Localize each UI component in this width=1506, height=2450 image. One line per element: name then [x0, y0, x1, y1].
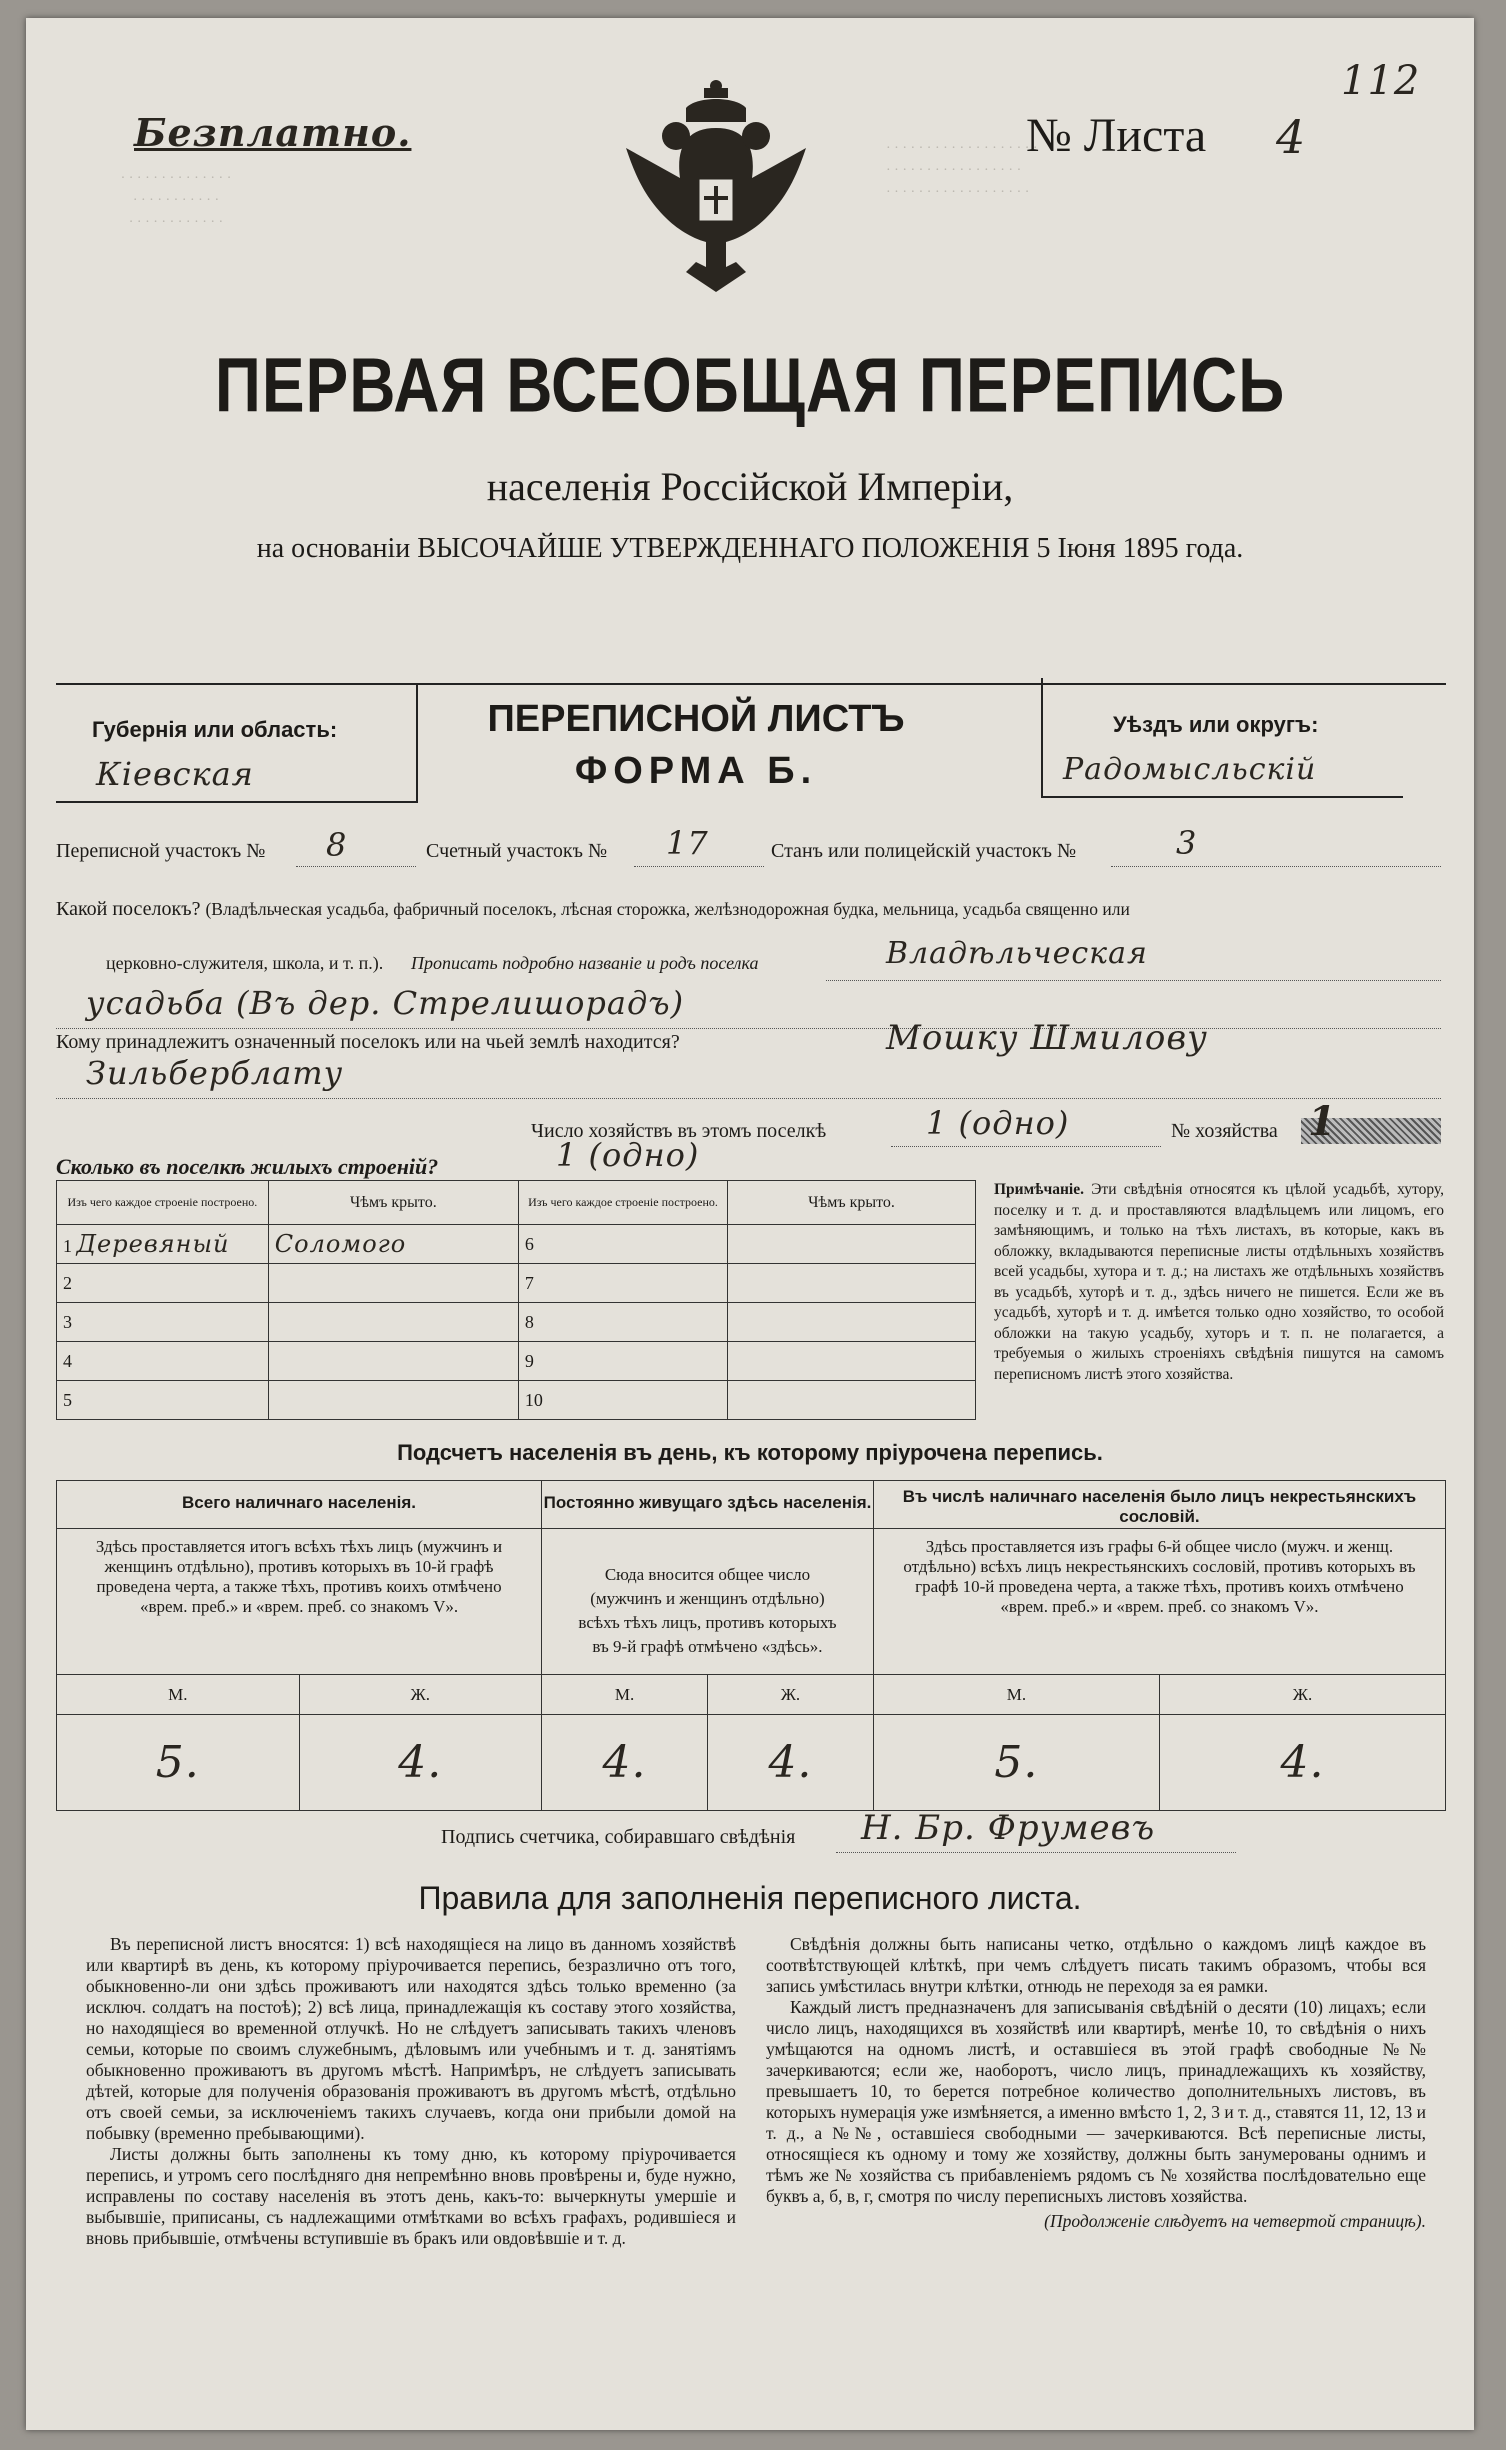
- households-label: Число хозяйствъ въ этомъ поселкѣ: [531, 1120, 827, 1142]
- col-f-2: Ж.: [707, 1675, 873, 1715]
- pop-total-title: Всего наличнаго населенія.: [57, 1481, 542, 1529]
- owner-value-1: Мошку Шмилову: [886, 1018, 1208, 1058]
- settlement-examples: (Владѣльческая усадьба, фабричный поселокъ, лѣсная сторожка, желѣзнодорожная будка, мельница, усадьба священно или: [205, 899, 1130, 919]
- row1-roof: Соломого: [268, 1225, 518, 1264]
- province-value: Кіевская: [96, 755, 254, 793]
- settlement-instruction: Прописать подробно названіе и родъ поселка: [411, 953, 759, 973]
- census-section-value: 8: [326, 826, 348, 864]
- district-value: Радомысльскій: [1063, 752, 1317, 787]
- settlement-value-2: усадьба (Въ дер. Стрелишорадъ): [86, 984, 685, 1022]
- pop-nonpeasant-title: Въ числѣ наличнаго населенія было лицъ некрестьянскихъ сословій.: [873, 1481, 1445, 1529]
- rules-right-column: [766, 1934, 1426, 2232]
- col-f-3: Ж.: [1159, 1675, 1445, 1715]
- household-number-value: 1: [1308, 1098, 1337, 1145]
- rules-right-p1: Свѣдѣнія должны быть написаны четко, отдѣльно о каждомъ лицѣ каждое въ соотвѣтствующей клѣткѣ, при чемъ слѣдуетъ писать такимъ образомъ, чтобы вся запись умѣстилась внутри клѣтки, отнюдь не переходя за ея рамки.: [766, 1934, 1426, 1996]
- district-box: [1041, 678, 1403, 798]
- col-f-1: Ж.: [299, 1675, 542, 1715]
- col-m-3: М.: [873, 1675, 1159, 1715]
- census-sheet: [26, 18, 1474, 2430]
- settlement-row: [56, 898, 1130, 921]
- legal-basis: на основаніи ВЫСОЧАЙШЕ УТВЕРЖДЕННАГО ПОЛОЖЕНІЯ 5 Іюня 1895 года.: [256, 533, 1244, 564]
- buildings-table: [56, 1180, 976, 1420]
- form-letter: ФОРМА Б.: [574, 750, 818, 792]
- province-box: [56, 683, 418, 803]
- population-table: [56, 1480, 1446, 1811]
- free-label: Безплатно.: [134, 110, 412, 155]
- bleed-through-text: · · · · · · · · · · · · · · · · · · · · · · · · · · · · · · · · · · · · ·: [120, 171, 232, 230]
- pop-resident-m: 4.: [542, 1715, 708, 1811]
- col-roof-left: Чѣмъ крыто.: [268, 1181, 518, 1225]
- table-row: 4 9: [57, 1342, 976, 1381]
- signature-value: Н. Бр. Фрумевъ: [861, 1808, 1156, 1848]
- pop-total-m: 5.: [57, 1715, 300, 1811]
- col-m-1: М.: [57, 1675, 300, 1715]
- signature-label: Подпись счетчика, собиравшаго свѣдѣнія: [441, 1826, 796, 1848]
- note-text: Эти свѣдѣнія относятся къ цѣлой усадьбѣ, хутору, поселку и т. д. и проставляются владѣльцемъ или лицомъ, его замѣняющимъ, и только на тѣхъ листахъ, въ которые, какъ въ обложку, вкладываются переписные листы отдѣльныхъ хозяйствъ всей усадьбы, хутора и т. д.; на листахъ же отдѣльныхъ хозяйствъ въ усадьбѣ, хуторѣ и т. д., здѣсь ничего не пишется. Если же въ усадьбѣ, хуторѣ и т. д. имѣется только одно хозяйство, то особой обложки на такую усадьбу, хуторъ и т. п. не полагается, а требуемыя о жилыхъ строеніяхъ свѣдѣнія пишутся на самомъ переписномъ листѣ этого хозяйства.: [994, 1181, 1444, 1383]
- buildings-value: 1 (одно): [556, 1136, 700, 1174]
- row1-material: Деревяный: [76, 1230, 230, 1258]
- rules-left-p2: Листы должны быть заполнены къ тому дню, къ которому пріурочивается перепись, и утромъ сего послѣдняго дня непремѣнно вновь провѣрены и, буде нужно, исправлены по составу населенія въ этотъ день, какъ-то: вычеркнуты умершіе и выбывшіе, приписаны, съ надлежащими отмѣтками во всѣхъ графахъ, родившіеся и вновь прибывшіе, отмѣчены вступившіе въ бракъ или овдовѣвшіе и т. д.: [86, 2144, 736, 2248]
- pop-total-f: 4.: [299, 1715, 542, 1811]
- police-section-label: Станъ или полицейскій участокъ №: [771, 840, 1077, 862]
- rules-continued: (Продолженіе слѣдуетъ на четвертой страницѣ).: [1044, 2211, 1426, 2231]
- pop-nonpeasant-desc: Здѣсь проставляется изъ графы 6-й общее число (мужч. и женщ. отдѣльно) всѣхъ лицъ некрестьянскихъ сословій, противъ которыхъ въ графѣ 10-й проведена черта, а также тѣхъ, противъ коихъ отмѣчено «врем. преб.» и «врем. преб. со знакомъ V».: [873, 1529, 1445, 1675]
- owner-value-2: Зильберблату: [86, 1054, 344, 1092]
- bleed-through-text-right: · · · · · · · · · · · · · · · · · · · · · · · · · · · · · · · · · · · · · · · · · · · · · · · · · · · · · ·: [886, 141, 1038, 200]
- pop-nonpeasant-m: 5.: [873, 1715, 1159, 1811]
- pop-total-desc: Здѣсь проставляется итогъ всѣхъ тѣхъ лицъ (мужчинъ и женщинъ отдѣльно), противъ которыхъ въ 10-й графѣ проведена черта, а также тѣхъ, противъ коихъ отмѣчено «врем. преб.» и «врем. преб. со знакомъ V».: [57, 1529, 542, 1675]
- settlement-question: Какой поселокъ?: [56, 898, 201, 920]
- table-row: 5 10: [57, 1381, 976, 1420]
- col-roof-right: Чѣмъ крыто.: [728, 1181, 976, 1225]
- rules-left-column: [86, 1934, 736, 2249]
- col-material-right: Изъ чего каждое строеніе построено.: [518, 1181, 727, 1225]
- subtitle: населенія Россійской Имперіи,: [486, 464, 1014, 509]
- district-label: Уѣздъ или округъ:: [1113, 712, 1319, 737]
- pop-resident-desc: Сюда вносится общее число (мужчинъ и женщинъ отдѣльно) всѣхъ тѣхъ лицъ, противъ которыхъ въ 9-й графѣ отмѣчено «здѣсь».: [542, 1529, 874, 1675]
- settlement-value-1: Владѣльческая: [886, 936, 1148, 971]
- table-row: 3 8: [57, 1303, 976, 1342]
- rules-left-p1: Въ переписной листъ вносятся: 1) всѣ находящіеся на лицо въ данномъ хозяйствѣ или квартирѣ въ день, къ которому пріурочивается перепись, безразлично отъ того, обыкновенно-ли они здѣсь проживаютъ или находятся здѣсь только временно (за исключ. солдатъ на постоѣ); 2) всѣ лица, принадлежащія къ составу этого хозяйства, но находящіеся во временной отлучкѣ. Но не слѣдуетъ записывать такихъ членовъ семьи, которые по своимъ служебнымъ, дѣловымъ или учебнымъ и т. д. занятіямъ обыкновенно проживаютъ въ другомъ мѣстѣ. Напримѣръ, не слѣдуетъ записывать дѣтей, которые для полученія образованія проживаютъ въ другомъ мѣстѣ, отдѣльно отъ своей семьи, за исключеніемъ такихъ случаевъ, когда они прибыли домой на побывку (временно пребывающими).: [86, 1934, 736, 2143]
- buildings-label: Сколько въ поселкѣ жилыхъ строеній?: [56, 1154, 439, 1179]
- buildings-note: [994, 1180, 1444, 1385]
- rules-right-p2: Каждый листъ предназначенъ для записыванія свѣдѣній о десяти (10) лицахъ; если число лицъ, находящихся въ хозяйствѣ или квартирѣ, менѣе 10, то свѣдѣнія о нихъ умѣщаются на одномъ листѣ, и оставшіеся въ этой графѣ свободные №№ зачеркиваются; если же, наоборотъ, число лицъ, принадлежащихъ къ хозяйству, превышаетъ 10, то берется потребное количество дополнительныхъ листовъ, въ которыхъ нумерація уже измѣняется, а именно вмѣсто 1, 2, 3 и т. д., ставятся 11, 12, 13 и т. д., а №№, оставшіеся свободными — зачеркиваются. Всѣ переписные листы, относящіеся къ одному и тому же хозяйству, должны быть занумерованы однимъ и тѣмъ же № хозяйства съ прибавленіемъ рядомъ съ № хозяйства послѣдовательно еще буквъ а, б, в, г, смотря по числу переписныхъ листовъ хозяйства.: [766, 1997, 1426, 2206]
- population-heading: Подсчетъ населенія въ день, къ которому пріурочена перепись.: [397, 1440, 1103, 1465]
- census-section-label: Переписной участокъ №: [56, 840, 266, 862]
- province-label: Губернія или область:: [92, 717, 338, 742]
- count-section-label: Счетный участокъ №: [426, 840, 608, 862]
- col-material-left: Изъ чего каждое строеніе построено.: [57, 1181, 269, 1225]
- pop-resident-f: 4.: [707, 1715, 873, 1811]
- count-section-value: 17: [666, 824, 709, 862]
- pop-nonpeasant-f: 4.: [1159, 1715, 1445, 1811]
- sheet-stamp-number: 112: [1341, 58, 1421, 104]
- note-heading: Примѣчаніе.: [994, 1181, 1084, 1198]
- households-value: 1 (одно): [926, 1104, 1070, 1142]
- sheet-number-value: 4: [1276, 110, 1307, 164]
- sheet-number-label: № Листа: [1026, 109, 1207, 162]
- main-title: ПЕРВАЯ ВСЕОБЩАЯ ПЕРЕПИСЬ: [214, 341, 1286, 429]
- table-row: 1 Деревяный Соломого 6: [57, 1225, 976, 1264]
- table-row: 2 7: [57, 1264, 976, 1303]
- household-number-label: № хозяйства: [1171, 1120, 1278, 1142]
- police-section-value: 3: [1176, 824, 1198, 862]
- pop-resident-title: Постоянно живущаго здѣсь населенія.: [542, 1481, 874, 1529]
- owner-question: Кому принадлежитъ означенный поселокъ или на чьей землѣ находится?: [56, 1031, 680, 1053]
- form-title: ПЕРЕПИСНОЙ ЛИСТЪ: [487, 698, 905, 740]
- col-m-2: М.: [542, 1675, 708, 1715]
- rules-title: Правила для заполненія переписного листа.: [418, 1880, 1082, 1916]
- settlement-examples-2: церковно-служителя, школа, и т. п.).: [106, 953, 384, 973]
- imperial-eagle-emblem: [616, 78, 816, 298]
